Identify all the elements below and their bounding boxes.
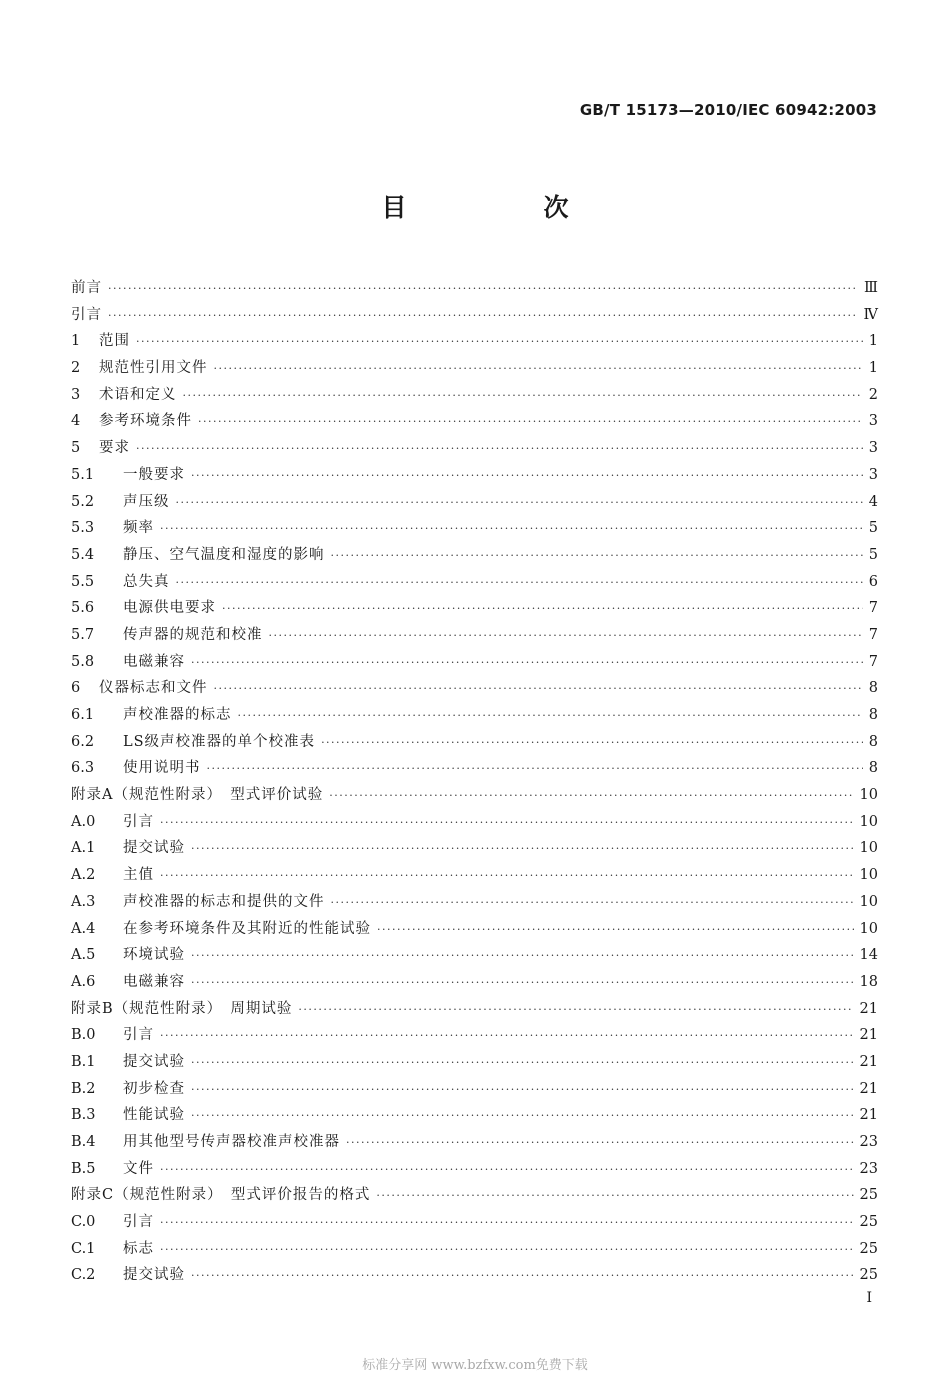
toc-dot-leader [160, 1237, 854, 1264]
toc-entry-number: 5.8 [71, 653, 95, 670]
toc-entry-number: 6.2 [71, 733, 95, 750]
toc-entry-page: 14 [859, 947, 878, 964]
toc-entry-number: C.0 [71, 1214, 96, 1231]
toc-entry-label: 电磁兼容 [123, 973, 185, 990]
toc-dot-leader [191, 1263, 854, 1290]
toc-entry-label: 要求 [99, 440, 130, 457]
toc-entry-page: 3 [868, 413, 878, 430]
toc-dot-leader [160, 1023, 854, 1050]
toc-dot-leader [377, 917, 854, 944]
page-folio: I [866, 1290, 872, 1306]
toc-entry-number: B.5 [71, 1160, 96, 1177]
toc-dot-leader [136, 329, 863, 356]
page-title: 目 次 [381, 193, 625, 222]
toc-entry-label: 仪器标志和文件 [99, 680, 208, 697]
toc-entry[interactable] [71, 462, 878, 489]
toc-entry-page: 4 [868, 493, 878, 510]
toc-entry-label: 用其他型号传声器校准声校准器 [123, 1134, 340, 1150]
toc-entry-label: 提交试验 [123, 840, 185, 857]
toc-entry-number: 5.2 [71, 493, 95, 510]
toc-entry[interactable] [71, 675, 878, 702]
toc-entry-page: 8 [868, 733, 878, 750]
toc-dot-leader [160, 863, 854, 890]
table-of-contents [71, 275, 878, 1289]
toc-entry-number: B.3 [71, 1107, 96, 1124]
toc-dot-leader [176, 570, 863, 597]
toc-entry-page: 3 [868, 440, 878, 457]
toc-entry[interactable] [71, 782, 878, 809]
toc-entry-label: 使用说明书 [123, 760, 201, 777]
toc-entry-label: 传声器的规范和校准 [123, 626, 263, 643]
toc-entry-page: 10 [859, 813, 878, 830]
toc-entry[interactable] [71, 489, 878, 516]
toc-entry-label: 附录A（规范性附录） 型式评价试验 [71, 787, 324, 804]
toc-entry[interactable] [71, 1022, 878, 1049]
toc-entry[interactable] [71, 862, 878, 889]
toc-entry-page: 7 [868, 600, 878, 617]
toc-dot-leader [298, 997, 853, 1024]
toc-entry[interactable] [71, 755, 878, 782]
toc-entry-number: 5.3 [71, 520, 95, 537]
toc-entry-page: 25 [859, 1214, 878, 1231]
toc-entry-label: 主值 [123, 867, 154, 884]
toc-dot-leader [346, 1130, 854, 1157]
toc-entry[interactable] [71, 515, 878, 542]
toc-entry-page: 21 [859, 1027, 878, 1044]
toc-entry-number: A.0 [71, 813, 96, 830]
toc-entry-label: 范围 [99, 333, 130, 350]
toc-entry-label: 初步检查 [123, 1080, 185, 1097]
toc-entry-page: 21 [859, 1080, 878, 1097]
toc-entry-label: 声压级 [123, 493, 170, 510]
toc-entry[interactable] [71, 649, 878, 676]
toc-dot-leader [198, 409, 863, 436]
toc-entry-page: 10 [859, 840, 878, 857]
toc-entry-label: 声校准器的标志 [123, 707, 232, 723]
toc-entry-number: C.2 [71, 1267, 96, 1284]
toc-dot-leader [321, 730, 863, 757]
toc-entry-number: B.4 [71, 1134, 96, 1150]
toc-entry-number: 6.1 [71, 707, 95, 723]
toc-entry[interactable] [71, 996, 878, 1023]
toc-dot-leader [269, 623, 863, 650]
toc-dot-leader [207, 756, 863, 783]
toc-entry[interactable] [71, 435, 878, 462]
toc-entry[interactable] [71, 1236, 878, 1263]
toc-entry-number: 5 [71, 440, 81, 457]
toc-entry[interactable] [71, 835, 878, 862]
toc-entry-number: 2 [71, 360, 81, 377]
toc-entry-page: 21 [859, 1053, 878, 1070]
toc-dot-leader [160, 1157, 854, 1184]
toc-entry-page: Ⅲ [864, 280, 878, 296]
toc-dot-leader [108, 303, 858, 330]
toc-entry[interactable] [71, 595, 878, 622]
toc-dot-leader [191, 970, 854, 997]
toc-entry-page: 10 [859, 920, 878, 937]
toc-entry[interactable] [71, 1129, 878, 1156]
toc-entry-page: 3 [868, 466, 878, 483]
toc-dot-leader [183, 383, 863, 410]
toc-entry-label: 前言 [71, 280, 102, 296]
toc-dot-leader [108, 276, 858, 303]
toc-dot-leader [191, 650, 863, 677]
toc-entry[interactable] [71, 302, 878, 329]
toc-dot-leader [329, 783, 853, 810]
toc-entry[interactable] [71, 382, 878, 409]
toc-entry[interactable] [71, 1182, 878, 1209]
toc-dot-leader [191, 1103, 854, 1130]
toc-dot-leader [191, 1077, 854, 1104]
toc-entry[interactable] [71, 1102, 878, 1129]
toc-entry-label: 引言 [71, 306, 102, 323]
toc-entry[interactable] [71, 542, 878, 569]
watermark-text: 标准分享网 www.bzfxw.com免费下载 [362, 1358, 588, 1373]
toc-entry[interactable] [71, 1156, 878, 1183]
toc-dot-leader [160, 810, 854, 837]
toc-dot-leader [191, 836, 854, 863]
toc-entry-page: 10 [859, 787, 878, 804]
toc-entry-page: 7 [868, 653, 878, 670]
toc-entry[interactable] [71, 408, 878, 435]
toc-entry-label: 引言 [123, 1027, 154, 1044]
toc-entry-page: 8 [868, 760, 878, 777]
toc-entry-label: 总失真 [123, 573, 170, 590]
toc-entry-page: 25 [859, 1267, 878, 1284]
toc-entry-number: B.1 [71, 1053, 96, 1070]
toc-entry-page: 1 [868, 360, 878, 377]
toc-entry-label: 参考环境条件 [99, 413, 192, 430]
toc-entry-page: 7 [868, 626, 878, 643]
toc-entry-label: 附录C（规范性附录） 型式评价报告的格式 [71, 1187, 371, 1204]
toc-entry[interactable] [71, 809, 878, 836]
toc-entry-page: 6 [868, 573, 878, 590]
toc-dot-leader [160, 516, 863, 543]
toc-entry-label: 文件 [123, 1160, 154, 1177]
toc-entry-label: 静压、空气温度和湿度的影响 [123, 546, 325, 563]
toc-entry-number: A.3 [71, 893, 96, 910]
toc-dot-leader [214, 676, 863, 703]
toc-entry-page: 1 [868, 333, 878, 350]
toc-entry-number: A.6 [71, 973, 96, 990]
toc-entry-label: 提交试验 [123, 1267, 185, 1284]
toc-entry-number: 4 [71, 413, 81, 430]
toc-entry-number: 5.5 [71, 573, 95, 590]
toc-entry-label: 声校准器的标志和提供的文件 [123, 893, 325, 910]
toc-dot-leader [136, 436, 863, 463]
toc-entry[interactable] [71, 355, 878, 382]
toc-entry-page: 21 [859, 1107, 878, 1124]
toc-dot-leader [331, 890, 854, 917]
toc-dot-leader [331, 543, 863, 570]
toc-entry-number: B.2 [71, 1080, 96, 1097]
toc-dot-leader [191, 1050, 854, 1077]
toc-entry-page: 18 [859, 973, 878, 990]
toc-entry-page: 10 [859, 893, 878, 910]
toc-dot-leader [214, 356, 863, 383]
toc-entry[interactable] [71, 1209, 878, 1236]
toc-entry[interactable] [71, 1076, 878, 1103]
standard-number: GB/T 15173—2010/IEC 60942:2003 [579, 101, 877, 119]
toc-entry-number: A.5 [71, 947, 96, 964]
toc-dot-leader [176, 490, 863, 517]
toc-entry-page: 25 [859, 1240, 878, 1257]
toc-entry-number: 5.7 [71, 626, 95, 643]
toc-entry-label: 术语和定义 [99, 386, 177, 403]
toc-entry-label: 一般要求 [123, 466, 185, 483]
toc-entry-label: 附录B（规范性附录） 周期试验 [71, 1000, 293, 1017]
toc-entry[interactable] [71, 942, 878, 969]
toc-entry-page: 5 [868, 520, 878, 537]
toc-entry-page: 21 [859, 1000, 878, 1017]
toc-entry-page: 25 [859, 1187, 878, 1204]
toc-entry[interactable] [71, 622, 878, 649]
toc-dot-leader [191, 943, 854, 970]
toc-entry-label: LS级声校准器的单个校准表 [123, 733, 316, 750]
toc-entry-label: 电磁兼容 [123, 653, 185, 670]
toc-entry-number: A.4 [71, 920, 96, 937]
toc-entry-page: 8 [868, 707, 878, 723]
toc-entry-label: 标志 [123, 1240, 154, 1257]
toc-entry-number: A.1 [71, 840, 96, 857]
toc-entry-number: 1 [71, 333, 81, 350]
toc-entry-number: 3 [71, 386, 81, 403]
toc-entry-number: B.0 [71, 1027, 96, 1044]
toc-dot-leader [222, 596, 863, 623]
toc-entry-label: 引言 [123, 813, 154, 830]
toc-entry-page: 23 [859, 1134, 878, 1150]
toc-entry[interactable] [71, 1049, 878, 1076]
toc-entry-label: 频率 [123, 520, 154, 537]
toc-entry-label: 引言 [123, 1214, 154, 1231]
toc-entry[interactable] [71, 889, 878, 916]
toc-entry[interactable] [71, 916, 878, 943]
toc-entry-number: 6.3 [71, 760, 95, 777]
toc-entry-label: 环境试验 [123, 947, 185, 964]
toc-entry-page: 10 [859, 867, 878, 884]
toc-entry-label: 规范性引用文件 [99, 360, 208, 377]
toc-entry-page: 2 [868, 386, 878, 403]
toc-dot-leader [238, 703, 863, 730]
toc-entry-number: A.2 [71, 867, 96, 884]
toc-dot-leader [160, 1210, 854, 1237]
toc-dot-leader [376, 1183, 853, 1210]
toc-entry[interactable] [71, 569, 878, 596]
toc-entry[interactable] [71, 969, 878, 996]
toc-entry[interactable] [71, 328, 878, 355]
toc-entry-number: 6 [71, 680, 81, 697]
toc-entry[interactable] [71, 275, 878, 302]
toc-entry-page: Ⅳ [863, 306, 878, 323]
toc-entry-page: 23 [859, 1160, 878, 1177]
toc-entry-page: 5 [868, 546, 878, 563]
toc-entry[interactable] [71, 1262, 878, 1289]
toc-entry[interactable] [71, 729, 878, 756]
toc-entry-number: 5.4 [71, 546, 95, 563]
toc-entry-number: 5.1 [71, 466, 95, 483]
toc-entry-number: 5.6 [71, 600, 95, 617]
toc-entry-label: 在参考环境条件及其附近的性能试验 [123, 920, 371, 937]
toc-entry-number: C.1 [71, 1240, 96, 1257]
toc-dot-leader [191, 463, 863, 490]
toc-entry-label: 电源供电要求 [123, 600, 216, 617]
toc-entry-label: 提交试验 [123, 1053, 185, 1070]
toc-entry[interactable] [71, 702, 878, 729]
toc-entry-page: 8 [868, 680, 878, 697]
toc-entry-label: 性能试验 [123, 1107, 185, 1124]
